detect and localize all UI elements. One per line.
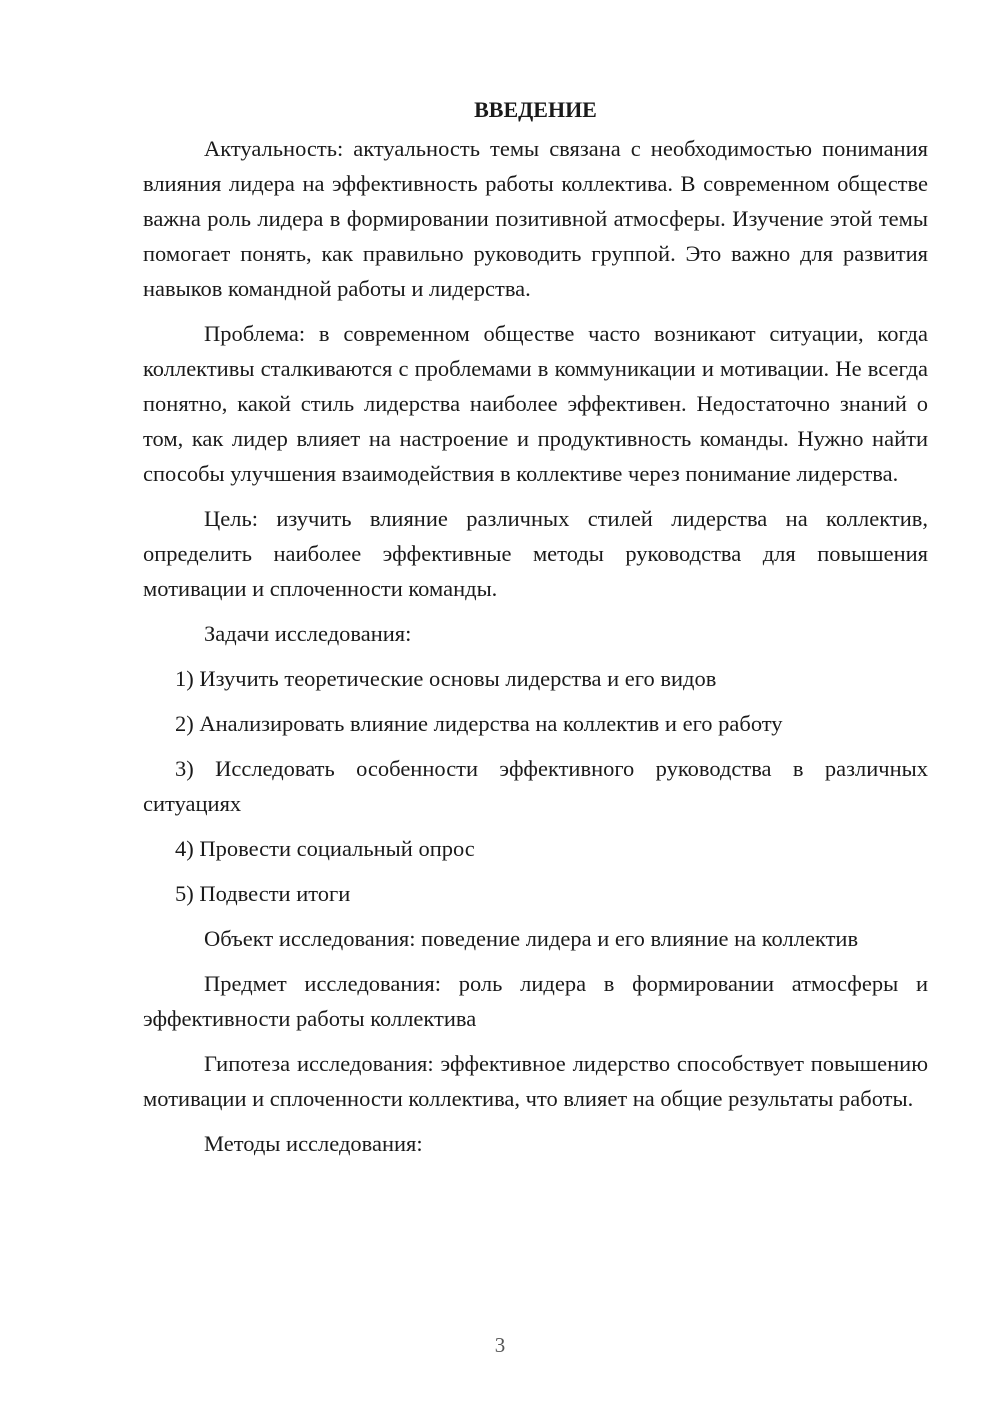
- methods-title: Методы исследования:: [204, 1131, 423, 1156]
- document-page: [143, 93, 928, 1171]
- list-item-task-4: 4) Провести социальный опрос: [175, 836, 475, 861]
- section-heading: ВВЕДЕНИЕ: [474, 97, 597, 122]
- paragraph-subject: Предмет исследования: роль лидера в формировании атмосферы и эффективности работы коллектива: [143, 971, 928, 1031]
- list-item-task-1: 1) Изучить теоретические основы лидерства и его видов: [175, 666, 717, 691]
- paragraph-object: Объект исследования: поведение лидера и его влияние на коллектив: [204, 926, 859, 951]
- paragraph-problem: Проблема: в современном обществе часто возникают ситуации, когда коллективы сталкиваются с проблемами в коммуникации и мотивации. Не всегда понятно, какой стиль лидерства наиболее эффективен. Недостаточно знаний о том, как лидер влияет на настроение и продуктивность команды. Нужно найти способы улучшения взаимодействия в коллективе через понимание лидерства.: [143, 321, 928, 486]
- list-item-task-5: 5) Подвести итоги: [175, 881, 351, 906]
- list-item-task-2: 2) Анализировать влияние лидерства на коллектив и его работу: [175, 711, 783, 736]
- list-item-task-3: 3) Исследовать особенности эффективного руководства в различных ситуациях: [143, 756, 928, 816]
- paragraph-relevance: Актуальность: актуальность темы связана с необходимостью понимания влияния лидера на эффективность работы коллектива. В современном обществе важна роль лидера в формировании позитивной атмосферы. Изучение этой темы помогает понять, как правильно руководить группой. Это важно для развития навыков командной работы и лидерства.: [143, 136, 928, 301]
- paragraph-hypothesis: Гипотеза исследования: эффективное лидерство способствует повышению мотивации и сплоченности коллектива, что влияет на общие результаты работы.: [143, 1051, 928, 1111]
- page-number: 3: [494, 1333, 506, 1357]
- tasks-title: Задачи исследования:: [204, 621, 412, 646]
- paragraph-goal: Цель: изучить влияние различных стилей лидерства на коллектив, определить наиболее эффективные методы руководства для повышения мотивации и сплоченности команды.: [143, 506, 928, 601]
